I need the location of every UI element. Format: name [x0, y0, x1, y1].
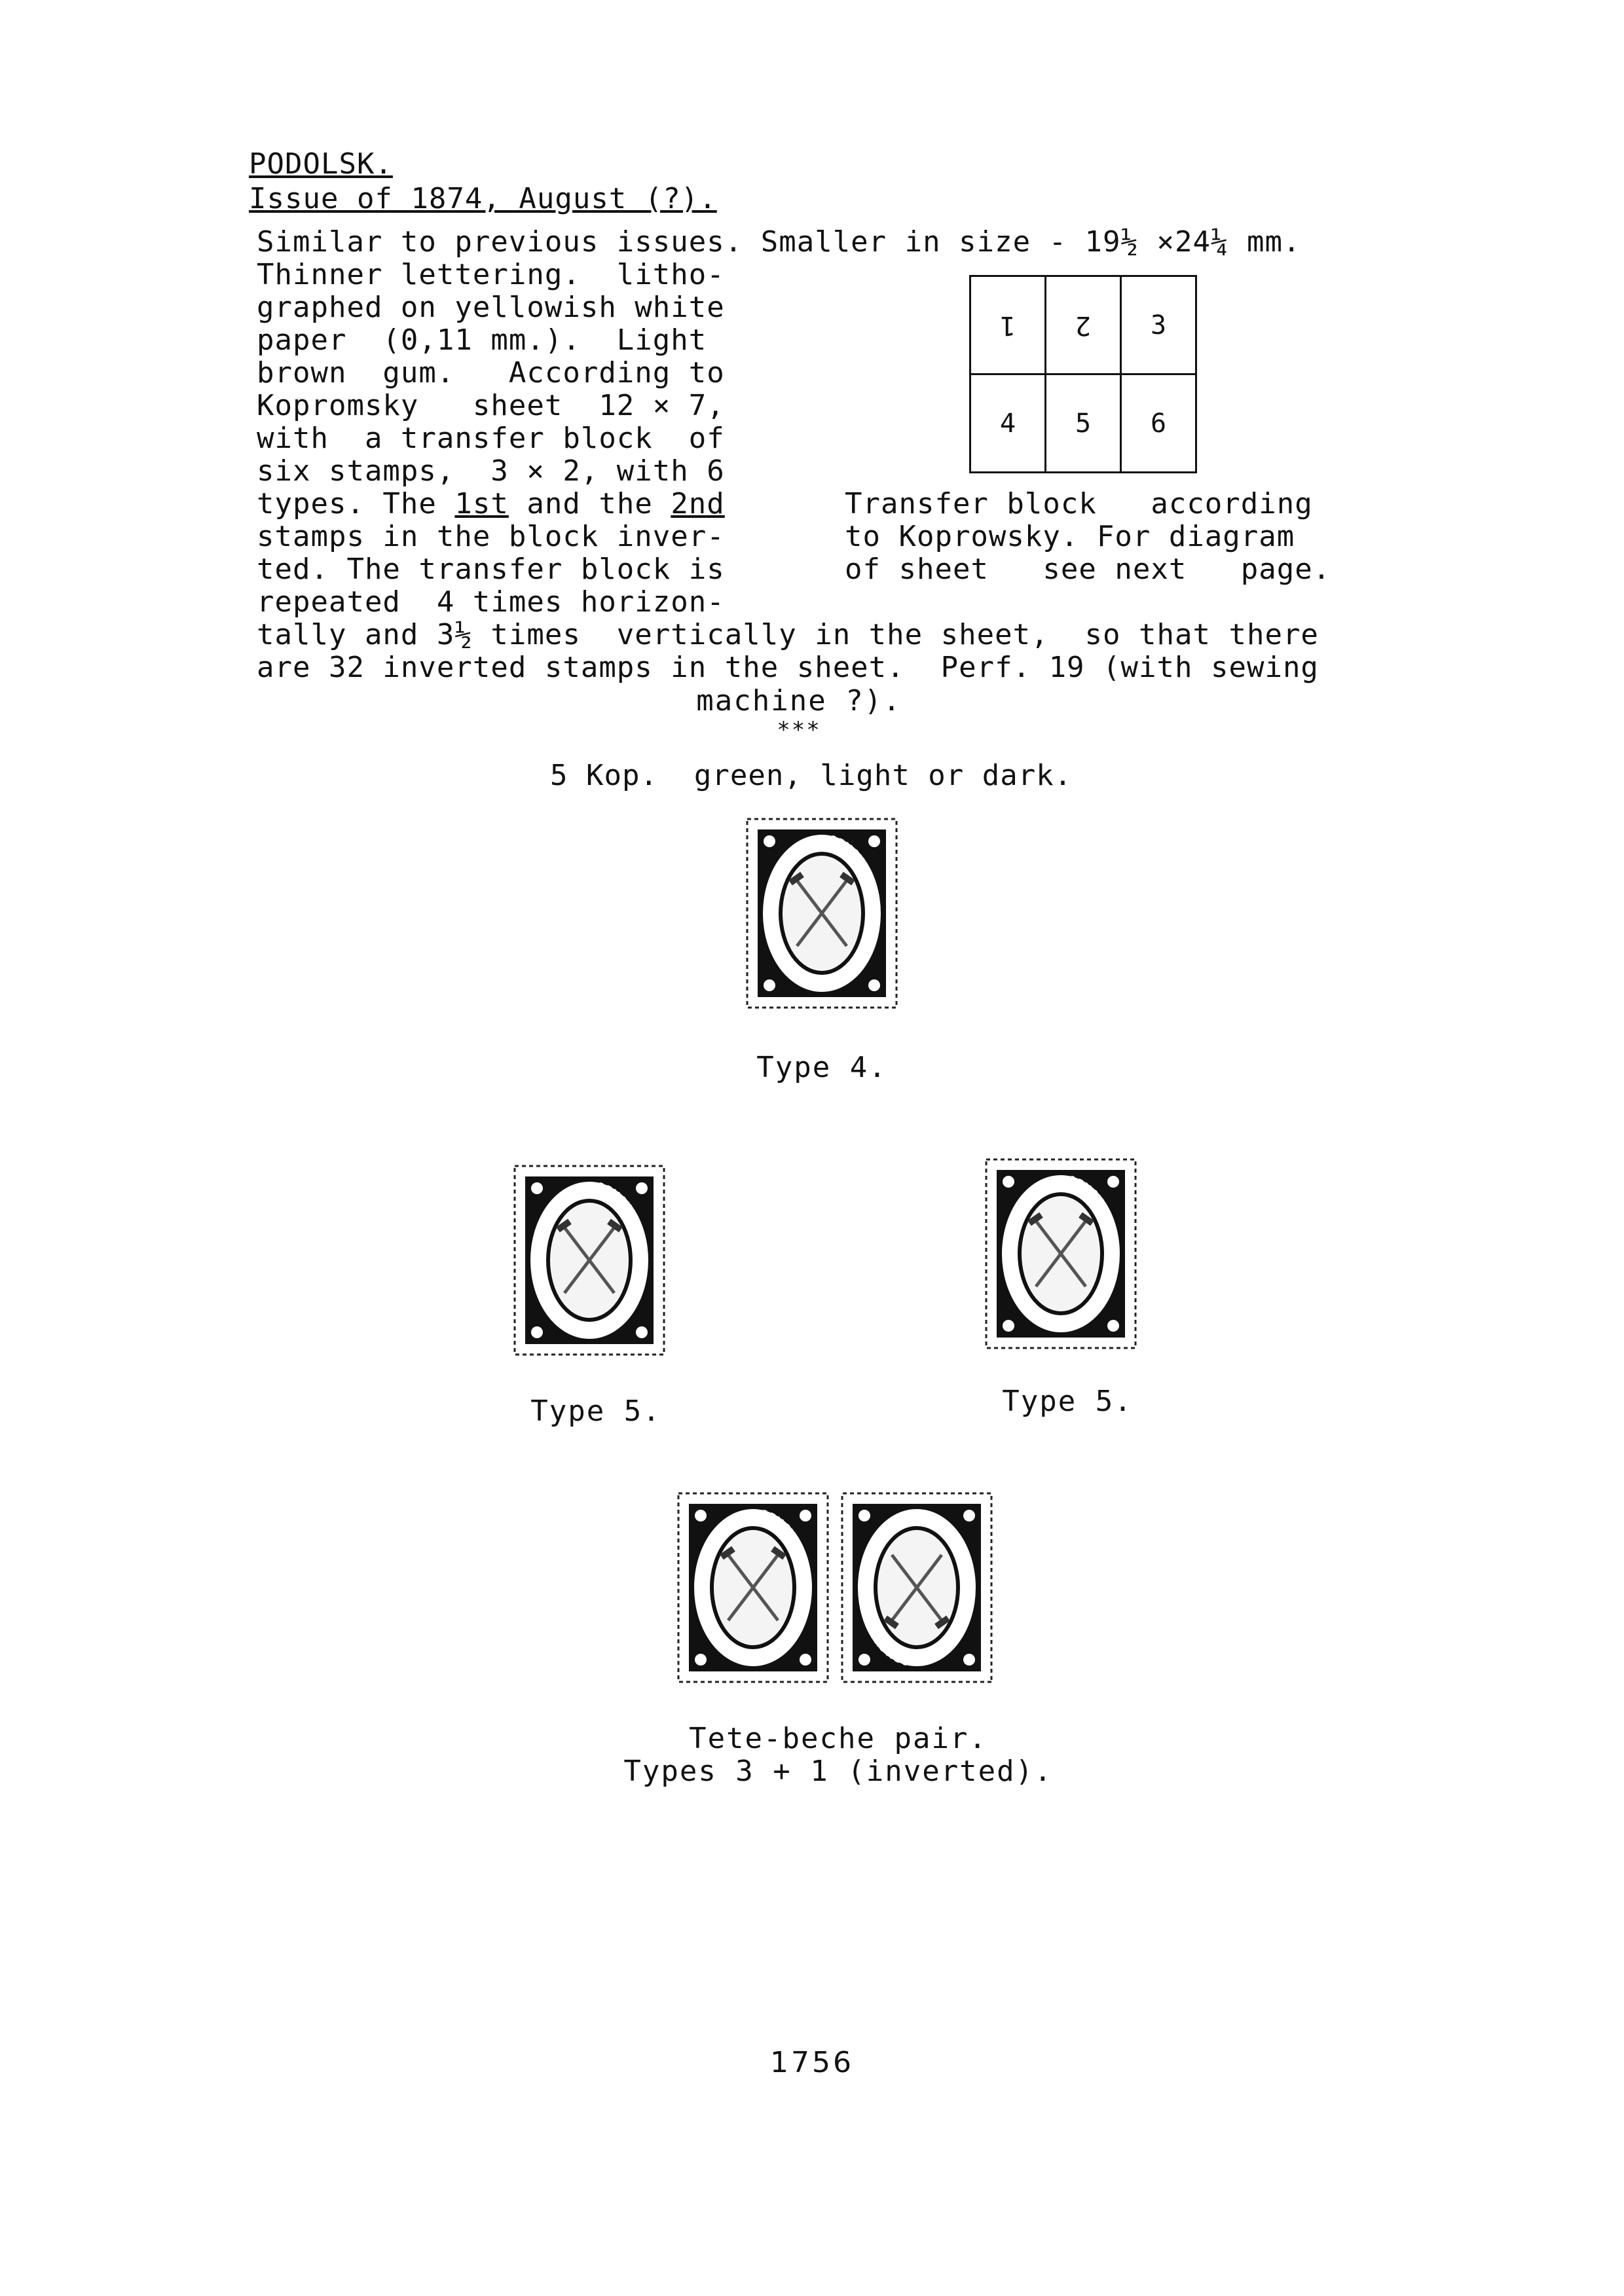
value-line: 5 Kop. green, light or dark.: [550, 759, 1073, 792]
text-line: are 32 inverted stamps in the sheet. Perf. 19 (with sewing: [257, 651, 1319, 684]
type5-right-caption: Type 5.: [1002, 1385, 1133, 1418]
stamp-type-4-image: [743, 815, 900, 1011]
transfer-block-caption: [845, 488, 1331, 586]
stamp-ring-text: ЗЕМСКАЯ ПОЧТА ПОДОЛЬСКАГО УѢЗДА: [856, 1508, 959, 1668]
intro-line: Similar to previous issues. Smaller in size - 19½ ×24¼ mm.: [257, 225, 1301, 259]
text-line: brown gum. According to: [257, 356, 725, 390]
types-line: types. The 1st and the 2nd: [257, 487, 725, 520]
text-line: paper (0,11 mm.). Light: [257, 323, 707, 357]
block-cell-6: 6: [1121, 374, 1196, 473]
stamp-ring-text: ЗЕМСКАЯ ПОЧТА ПОДОЛЬСКАГО УѢЗДА: [1018, 1173, 1122, 1333]
block-cell-3: 3: [1121, 276, 1196, 374]
stamp-type-5-right-image: [982, 1156, 1139, 1352]
page-number: 1756: [770, 2046, 854, 2079]
caption-line: Transfer block according: [845, 487, 1313, 520]
tete-beche-pair-image: [674, 1489, 1002, 1699]
issue-subheading: Issue of 1874, August (?).: [249, 182, 717, 215]
pair-stamp-type-1-inverted: [838, 1489, 995, 1686]
text-line: ted. The transfer block is: [257, 553, 725, 586]
section-stars: ***: [777, 717, 821, 743]
text-line: stamps in the block inver-: [257, 520, 725, 553]
pair-caption-line2: Types 3 + 1 (inverted).: [623, 1755, 1053, 1788]
text-line: six stamps, 3 × 2, with 6: [257, 454, 725, 488]
pair-caption-line1: Tete-beche pair.: [689, 1722, 987, 1755]
machine-line: machine ?).: [696, 684, 902, 718]
text-line: with a transfer block of: [257, 422, 725, 455]
text-line: graphed on yellowish white: [257, 291, 725, 324]
block-cell-2: 2: [1046, 276, 1121, 374]
stamp-ring-text: ЗЕМСКАЯ ПОЧТА ПОДОЛЬСКАГО УѢЗДА: [710, 1507, 814, 1667]
caption-line: to Koprowsky. For diagram: [845, 520, 1295, 553]
text-line: Kopromsky sheet 12 × 7,: [257, 389, 725, 422]
stamp-type-5-left-image: [511, 1162, 668, 1358]
page-heading: PODOLSK.: [249, 147, 393, 181]
type4-caption: Type 4.: [756, 1051, 887, 1084]
caption-line: of sheet see next page.: [845, 553, 1331, 586]
pair-stamp-type-3: [674, 1489, 832, 1686]
stamp-ring-text: ЗЕМСКАЯ ПОЧТА ПОДОЛЬСКАГО УѢЗДА: [547, 1180, 650, 1339]
block-cell-4: 4: [970, 374, 1046, 473]
stamp-ring-text: ЗЕМСКАЯ ПОЧТА ПОДОЛЬСКАГО УѢЗДА: [779, 833, 883, 993]
left-column-text: [257, 259, 725, 619]
full-width-text: [257, 619, 1319, 684]
text-line: Thinner lettering. litho-: [257, 258, 725, 291]
transfer-block-diagram: [969, 275, 1197, 473]
text-line: tally and 3½ times vertically in the sheet, so that there: [257, 618, 1319, 651]
text-line: repeated 4 times horizon-: [257, 585, 725, 619]
type5-left-caption: Type 5.: [530, 1394, 661, 1428]
block-cell-1: 1: [970, 276, 1046, 374]
block-cell-5: 5: [1046, 374, 1121, 473]
